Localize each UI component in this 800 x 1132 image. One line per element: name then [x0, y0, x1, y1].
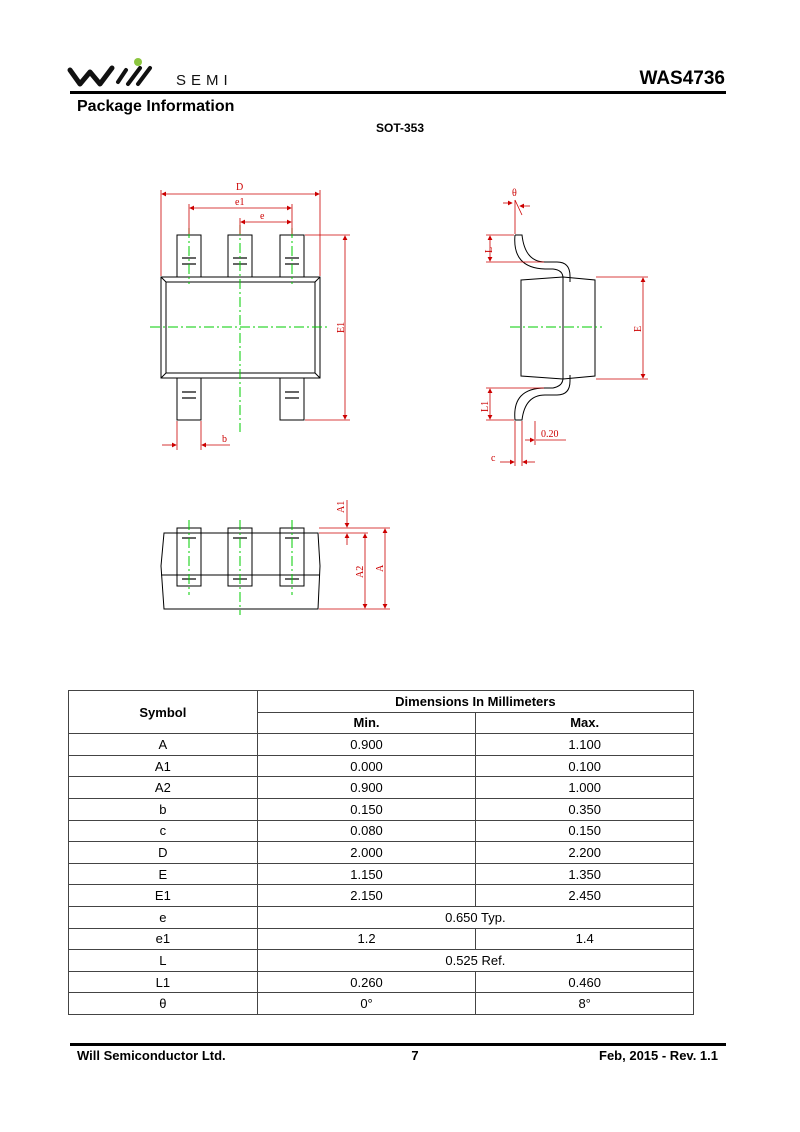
symbol-header: Symbol — [69, 691, 258, 734]
symbol-cell: e1 — [69, 928, 258, 950]
symbol-cell: A — [69, 734, 258, 756]
dim-label-b: b — [222, 434, 227, 445]
dim-label-e1: e1 — [235, 197, 245, 208]
min-value-cell: 0.150 — [257, 798, 476, 820]
min-value-cell: 1.150 — [257, 863, 476, 885]
dim-label-A: A — [375, 564, 386, 572]
symbol-cell: L — [69, 950, 258, 972]
min-value-cell: 0.900 — [257, 734, 476, 756]
company-logo — [66, 58, 256, 90]
table-row — [69, 734, 694, 756]
table-row — [69, 798, 694, 820]
dim-label-gauge: 0.20 — [541, 429, 559, 440]
dim-label-E: E — [633, 325, 644, 332]
table-row — [69, 755, 694, 777]
min-header: Min. — [257, 712, 476, 734]
symbol-cell: b — [69, 798, 258, 820]
symbol-cell: c — [69, 820, 258, 842]
logo-text: SEMI — [176, 72, 233, 89]
symbol-cell: θ — [69, 993, 258, 1015]
package-name: SOT-353 — [375, 121, 425, 135]
dim-label-L1: L1 — [480, 400, 491, 412]
dim-label-D: D — [236, 182, 244, 193]
table-row — [69, 950, 694, 972]
min-value-cell: 2.000 — [257, 842, 476, 864]
table-row — [69, 777, 694, 799]
dim-label-e: e — [260, 211, 265, 222]
symbol-cell: e — [69, 906, 258, 928]
table-row — [69, 906, 694, 928]
table-row — [69, 993, 694, 1015]
footer-revision: Feb, 2015 - Rev. 1.1 — [599, 1048, 718, 1063]
min-value-cell: 0.000 — [257, 755, 476, 777]
max-value-cell: 1.350 — [476, 863, 694, 885]
part-number: WAS4736 — [639, 68, 725, 89]
dim-label-A1: A1 — [336, 500, 347, 513]
symbol-cell: L1 — [69, 971, 258, 993]
max-value-cell: 0.460 — [476, 971, 694, 993]
table-row — [69, 842, 694, 864]
symbol-cell: A1 — [69, 755, 258, 777]
table-row — [69, 928, 694, 950]
min-value-cell: 0° — [257, 993, 476, 1015]
table-row — [69, 820, 694, 842]
min-value-cell: 2.150 — [257, 885, 476, 907]
dim-label-E1: E1 — [336, 321, 347, 333]
dim-label-theta: θ — [512, 188, 517, 199]
symbol-cell: D — [69, 842, 258, 864]
dim-label-A2: A2 — [355, 565, 366, 578]
symbol-cell: A2 — [69, 777, 258, 799]
dim-label-c: c — [491, 453, 496, 464]
symbol-cell: E1 — [69, 885, 258, 907]
max-value-cell: 0.150 — [476, 820, 694, 842]
dimensions-table — [68, 690, 694, 1015]
max-value-cell: 1.000 — [476, 777, 694, 799]
typical-value-cell: 0.650 Typ. — [257, 906, 693, 928]
package-drawing — [0, 150, 800, 630]
min-value-cell: 0.900 — [257, 777, 476, 799]
symbol-cell: E — [69, 863, 258, 885]
max-value-cell: 0.100 — [476, 755, 694, 777]
footer-divider — [70, 1043, 726, 1046]
min-value-cell: 0.080 — [257, 820, 476, 842]
min-value-cell: 0.260 — [257, 971, 476, 993]
table-row — [69, 885, 694, 907]
dim-label-L: L — [484, 246, 495, 253]
dimensions-table-body — [69, 734, 694, 1015]
header-divider — [70, 91, 726, 94]
footer-company: Will Semiconductor Ltd. — [77, 1048, 226, 1063]
typical-value-cell: 0.525 Ref. — [257, 950, 693, 972]
max-header: Max. — [476, 712, 694, 734]
max-value-cell: 2.200 — [476, 842, 694, 864]
max-value-cell: 2.450 — [476, 885, 694, 907]
footer-page-number: 7 — [411, 1048, 419, 1063]
min-value-cell: 1.2 — [257, 928, 476, 950]
table-row — [69, 863, 694, 885]
max-value-cell: 1.100 — [476, 734, 694, 756]
max-value-cell: 0.350 — [476, 798, 694, 820]
table-row — [69, 971, 694, 993]
dimensions-group-header: Dimensions In Millimeters — [257, 691, 693, 713]
section-title: Package Information — [77, 98, 235, 115]
max-value-cell: 8° — [476, 993, 694, 1015]
max-value-cell: 1.4 — [476, 928, 694, 950]
